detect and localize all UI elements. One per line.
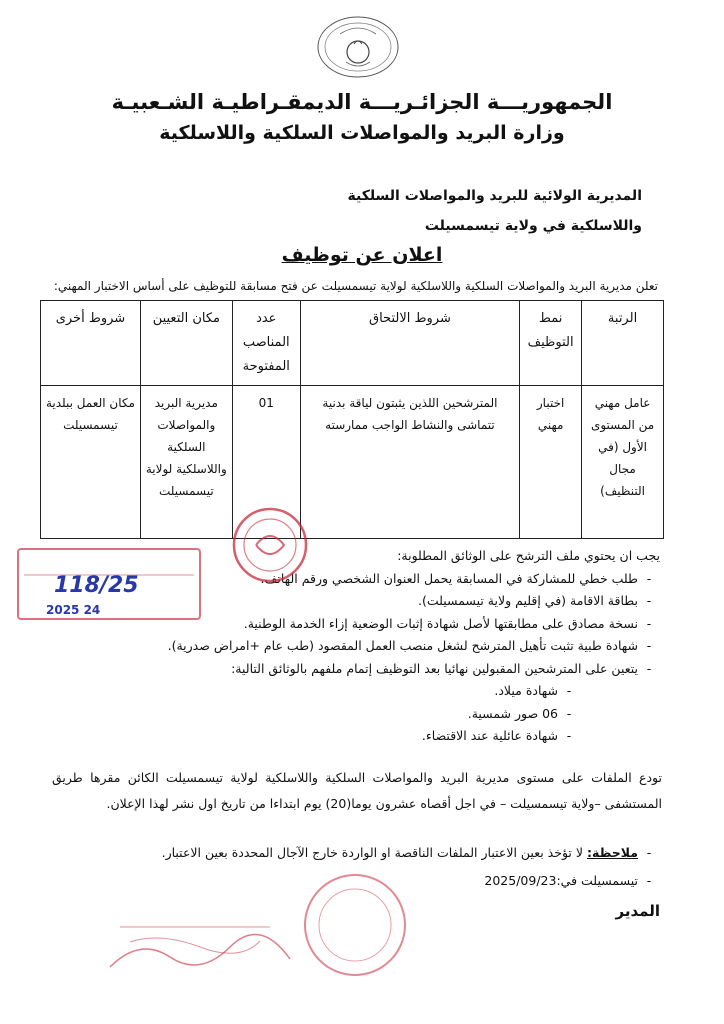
requirement-text: بطاقة الاقامة (في إقليم ولاية تيسمسيلت).	[418, 593, 638, 608]
recruitment-table	[40, 300, 664, 539]
received-number: 118/25	[54, 573, 139, 598]
note-text: لا تؤخذ بعين الاعتبار الملفات الناقصة او الواردة خارج الآجال المحددة بعين الاعتبار.	[161, 845, 584, 860]
signature-icon	[100, 897, 300, 977]
header-grade: الرتبة	[582, 301, 664, 386]
page-title: اعلان عن توظيف	[281, 244, 443, 266]
received-stamp	[14, 545, 204, 623]
list-item: -بطاقة الاقامة (في إقليم ولاية تيسمسيلت).	[418, 593, 652, 608]
list-item: -شهادة ميلاد.	[494, 683, 572, 698]
round-seal-icon	[300, 870, 410, 980]
requirements-lead: يجب ان يحتوي ملف الترشح على الوثائق المطلوبة:	[397, 548, 660, 563]
subrequirement-text: شهادة ميلاد.	[494, 683, 558, 698]
list-item: -نسخة مصادق على مطابقتها لأصل شهادة إثبات الوضعية إزاء الخدمة الوطنية.	[243, 615, 652, 631]
deposit-paragraph: تودع الملفات على مستوى مديرية البريد والمواصلات السلكية واللاسلكية لولاية تيسمسيلت الكائن مقرها طريق المستشفى –ولاية تيسمسيلت – في اجل أقصاه عشرون يوما(20) يوم ابتداءا من تاريخ اول نشر لهذا الإعلان.	[52, 770, 662, 811]
round-stamp-icon	[230, 505, 310, 585]
list-item: -يتعين على المترشحين المقبولين نهائيا بعد التوظيف إتمام ملفهم بالوثائق التالية:	[231, 660, 652, 676]
requirement-text: شهادة طبية تثبت تأهيل المترشح لشغل منصب العمل المقصود (طب عام +امراض صدرية).	[167, 638, 638, 653]
subrequirement-text: 06 صور شمسية.	[467, 705, 558, 721]
note: -ملاحظة: لا تؤخذ بعين الاعتبار الملفات الناقصة او الواردة خارج الآجال المحددة بعين الاعتبار.	[161, 845, 652, 860]
header-mode: نمط التوظيف	[520, 301, 582, 386]
national-emblem-icon	[310, 14, 406, 80]
ministry-title: وزارة البريد والمواصلات السلكية واللاسلكية	[159, 122, 565, 144]
subrequirement-text: شهادة عائلية عند الاقتضاء.	[421, 728, 558, 743]
cell-other: مكان العمل ببلدية تيسمسيلت	[41, 386, 141, 539]
requirement-text: طلب خطي للمشاركة في المسابقة يحمل العنوان الشخصي ورقم الهاتف.	[260, 570, 638, 586]
intro-text: تعلن مديرية البريد والمواصلات السلكية واللاسلكية لولاية تيسمسيلت عن فتح مسابقة للتوظيف على أساس الاختبار المهني:	[53, 279, 658, 293]
directorate-line-2: واللاسلكية في ولاية تيسمسيلت	[424, 218, 642, 234]
table-header-row	[41, 301, 664, 386]
table-row	[41, 386, 664, 539]
cell-positions: 01	[232, 386, 300, 539]
received-date: 2025 24	[46, 603, 101, 617]
cell-grade: عامل مهني من المستوى الأول (في مجال التنظيف)	[582, 386, 664, 539]
header-positions: عدد المناصب المفتوحة	[232, 301, 300, 386]
list-item: -شهادة طبية تثبت تأهيل المترشح لشغل منصب العمل المقصود (طب عام +امراض صدرية).	[167, 638, 652, 653]
header-conditions: شروط الالتحاق	[300, 301, 519, 386]
date-line: -تيسمسيلت في:2025/09/23	[484, 873, 652, 888]
directorate-line-1: المديرية الولائية للبريد والمواصلات السلكية	[347, 188, 642, 204]
director-title: المدير	[615, 902, 660, 920]
note-label: ملاحظة:	[587, 845, 638, 860]
requirement-text: يتعين على المترشحين المقبولين نهائيا بعد التوظيف إتمام ملفهم بالوثائق التالية:	[231, 660, 638, 676]
cell-place: مديرية البريد والمواصلات السلكية واللاسلكية لولاية تيسمسيلت	[140, 386, 232, 539]
cell-mode: اختبار مهني	[520, 386, 582, 539]
requirement-text: نسخة مصادق على مطابقتها لأصل شهادة إثبات الوضعية إزاء الخدمة الوطنية.	[243, 615, 638, 631]
header-place: مكان التعيين	[140, 301, 232, 386]
date-text: تيسمسيلت في:2025/09/23	[484, 873, 638, 888]
header-other: شروط أخرى	[41, 301, 141, 386]
list-item: -طلب خطي للمشاركة في المسابقة يحمل العنوان الشخصي ورقم الهاتف.	[260, 570, 652, 586]
list-item: -شهادة عائلية عند الاقتضاء.	[421, 728, 572, 743]
republic-title: الجمهوريـــة الجزائـريـــة الديمقـراطيـة الشـعبيـة	[111, 90, 613, 114]
list-item: -06 صور شمسية.	[467, 705, 572, 721]
cell-conditions: المترشحين اللذين يثبتون لياقة بدنية تتماشى والنشاط الواجب ممارسته	[300, 386, 519, 539]
